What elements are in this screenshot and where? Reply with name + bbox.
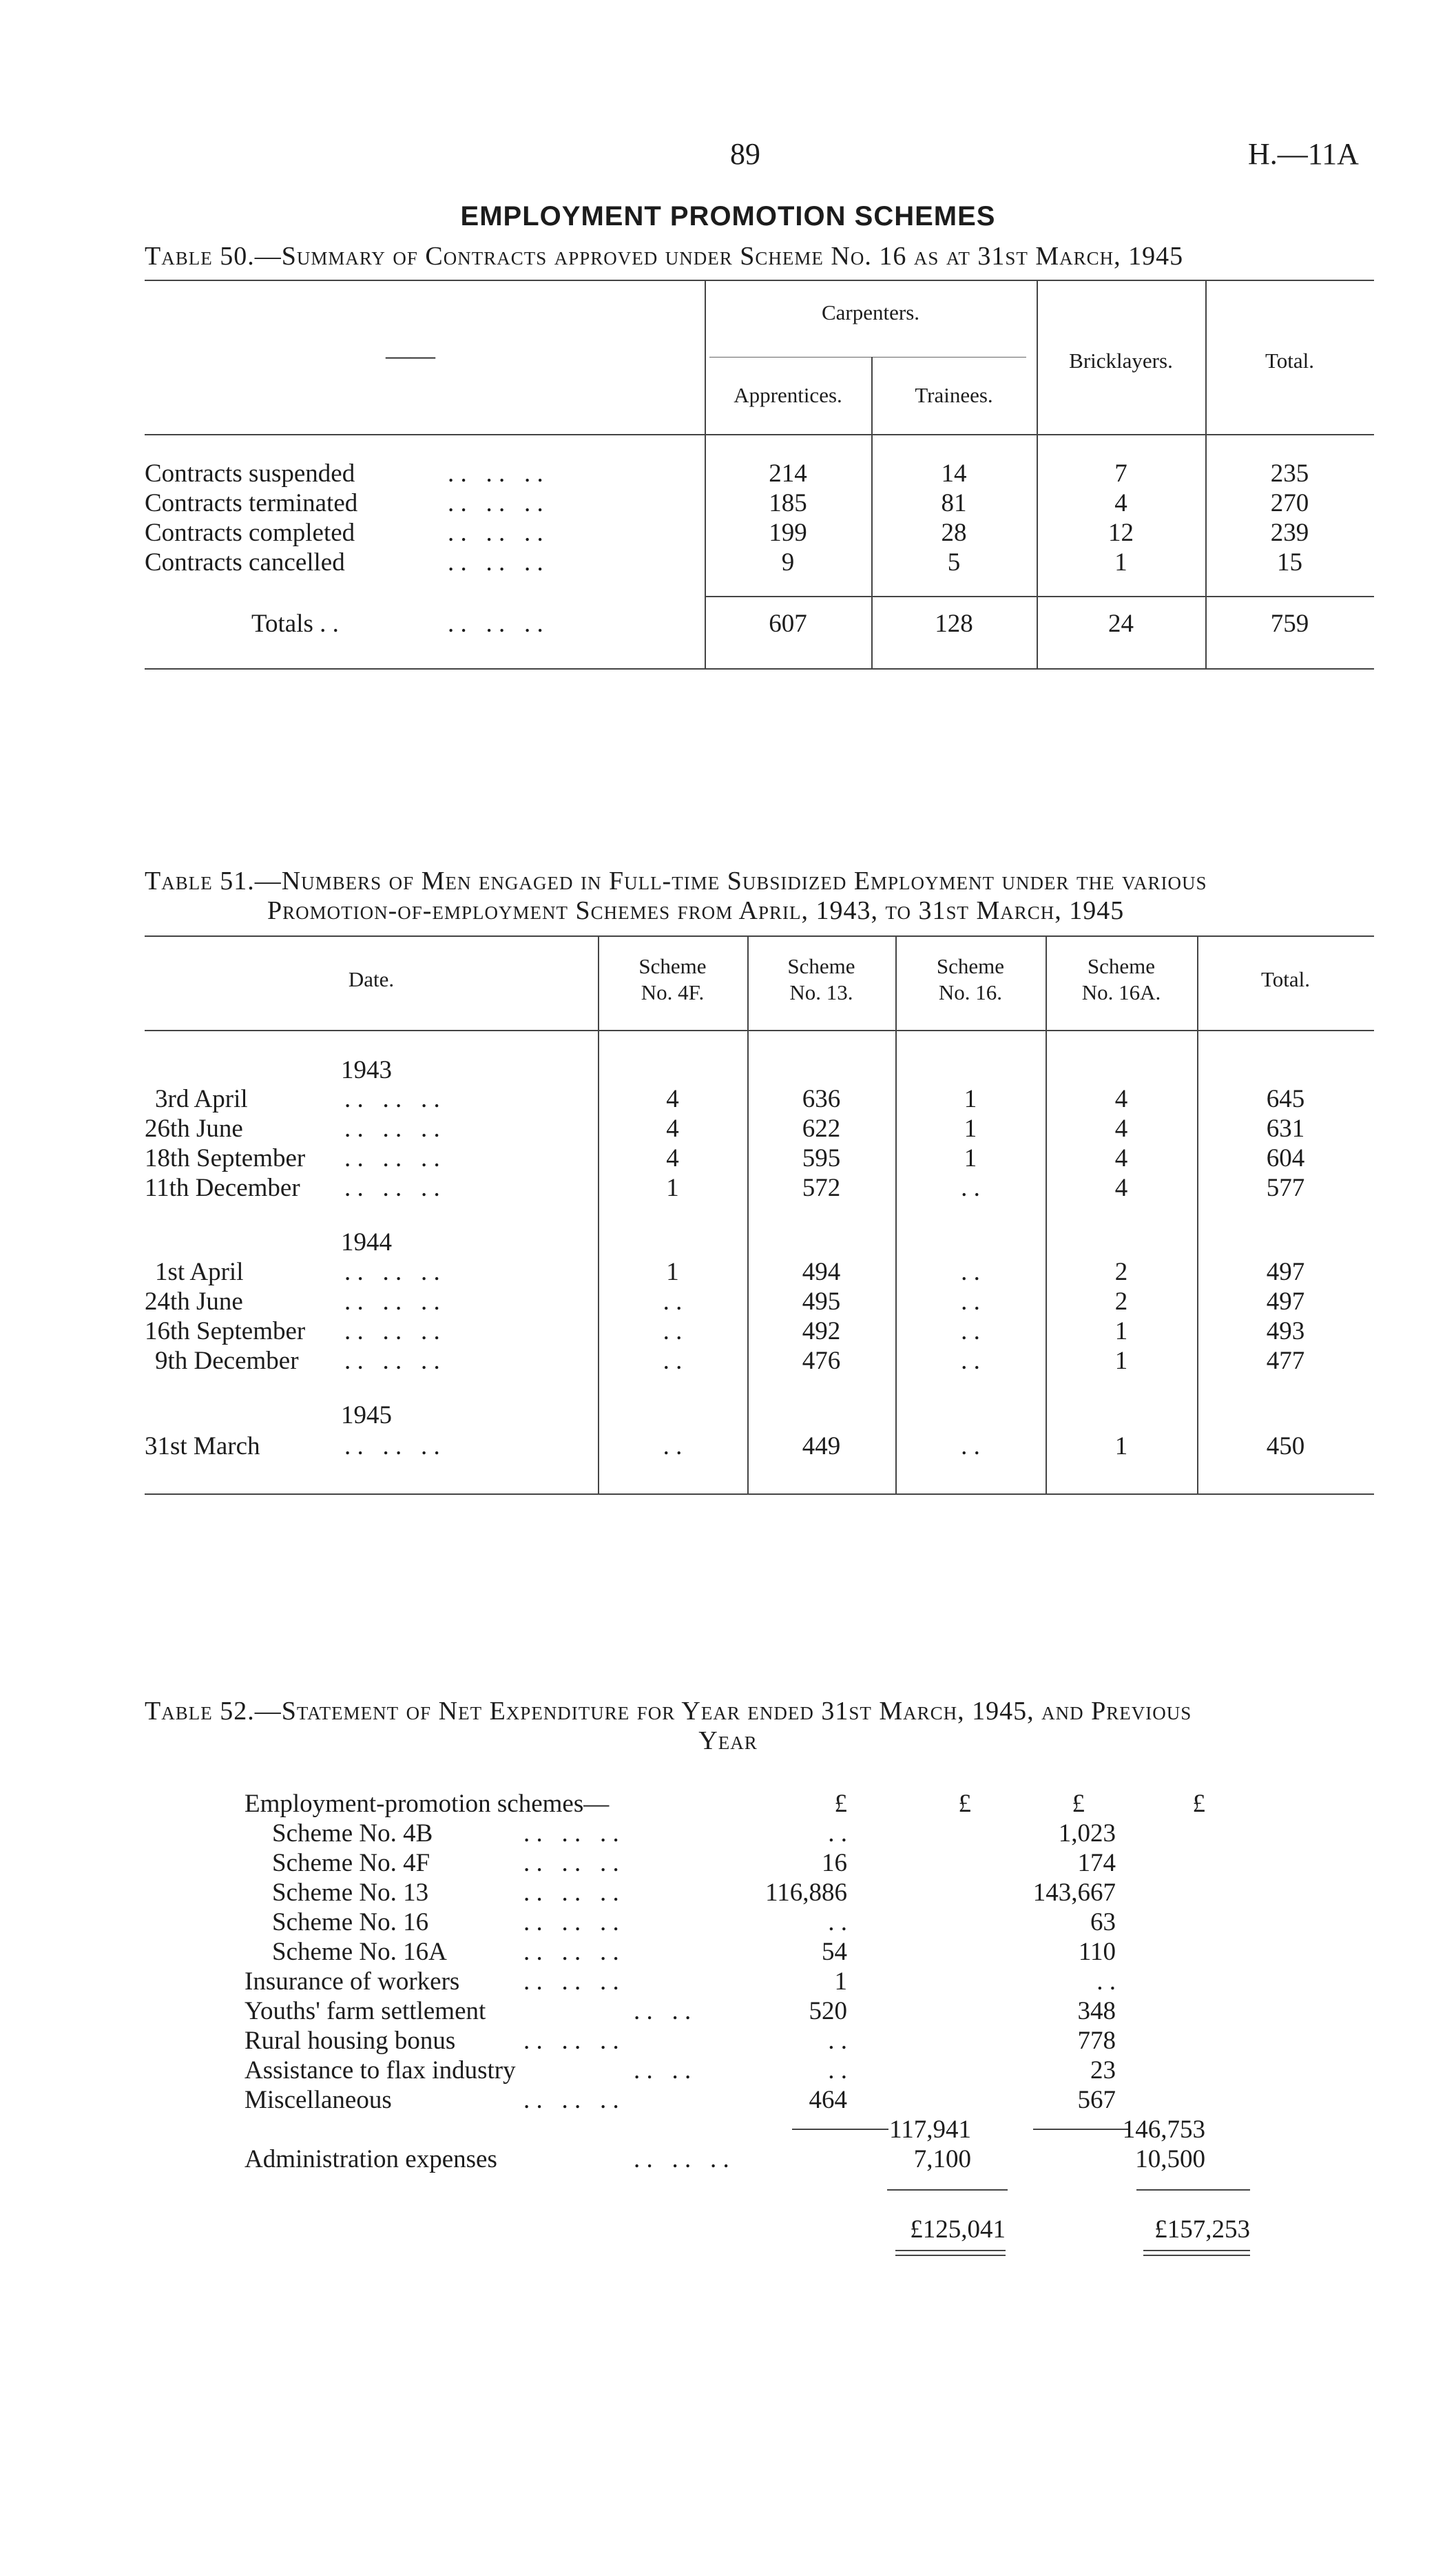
leader-dots: . . . . . . xyxy=(344,1085,440,1113)
admin-1945: 7,100 xyxy=(913,2145,971,2173)
cell-bricklayers: 1 xyxy=(1114,548,1127,577)
value-1944: 63 xyxy=(1090,1908,1116,1936)
cell-total: 497 xyxy=(1266,1287,1305,1316)
leader-dots: . . . . . . xyxy=(523,2027,619,2055)
value-1944: 23 xyxy=(1090,2056,1116,2085)
leader-dots: . . . . . . xyxy=(448,489,543,517)
leader-dots: . . . . . . xyxy=(634,2145,729,2173)
table-50-group-header: Carpenters. xyxy=(821,300,920,324)
leader-dots: . . . . . . xyxy=(344,1317,440,1345)
cell-scheme-16: . . xyxy=(961,1347,980,1375)
cell-total: 235 xyxy=(1270,459,1309,488)
cell-scheme-16: 1 xyxy=(964,1144,977,1172)
row-date: 9th December xyxy=(155,1347,299,1375)
rule xyxy=(709,357,1026,358)
cell-apprentices: 185 xyxy=(769,489,807,517)
row-label: Insurance of workers xyxy=(245,1967,460,1996)
year-heading: 1945 xyxy=(341,1401,392,1429)
value-1945: 16 xyxy=(822,1849,847,1877)
cell-scheme-4f: . . xyxy=(663,1347,683,1375)
table-51-col-scheme-16a xyxy=(1046,953,1197,1006)
cell-apprentices: 199 xyxy=(769,519,807,547)
row-date: 3rd April xyxy=(155,1085,248,1113)
row-label: Scheme No. 16 xyxy=(272,1908,429,1936)
subtotal-1944: 146,753 xyxy=(1122,2116,1205,2144)
cell-bricklayers: 7 xyxy=(1114,459,1127,488)
currency-header: £ xyxy=(834,1790,847,1818)
cell-scheme-16a: 2 xyxy=(1114,1287,1128,1316)
cell-scheme-16a: 1 xyxy=(1114,1317,1128,1345)
cell-scheme-16a: 2 xyxy=(1114,1258,1128,1286)
cell-scheme-4f: 1 xyxy=(666,1174,679,1202)
rule xyxy=(705,596,1374,597)
row-label: Youths' farm settlement xyxy=(245,1997,486,2025)
value-1945: 520 xyxy=(809,1997,847,2025)
double-rule xyxy=(1143,2255,1250,2256)
cell-scheme-16: . . xyxy=(961,1258,980,1286)
cell-scheme-16a: 4 xyxy=(1114,1115,1128,1143)
cell-scheme-16a: 1 xyxy=(1114,1432,1128,1460)
cell-scheme-13: 636 xyxy=(802,1085,841,1113)
rule xyxy=(145,668,1374,670)
table-51-col-total: Total. xyxy=(1260,967,1310,991)
year-heading: 1943 xyxy=(341,1056,392,1084)
grand-total-1945: £125,041 xyxy=(910,2215,1006,2244)
cell-total: 477 xyxy=(1266,1347,1305,1375)
row-label: Miscellaneous xyxy=(245,2086,392,2114)
scheme-number: No. 16. xyxy=(938,980,1003,1004)
value-1945: . . xyxy=(828,1819,847,1848)
value-1945: 116,886 xyxy=(765,1879,847,1907)
row-label: Administration expenses xyxy=(245,2145,497,2173)
row-label: Contracts suspended xyxy=(145,459,355,488)
cell-trainees: 28 xyxy=(941,519,967,547)
cell-apprentices: 9 xyxy=(781,548,795,577)
double-rule xyxy=(895,2250,1006,2251)
cell-total: 270 xyxy=(1270,489,1309,517)
cell-scheme-4f: 4 xyxy=(666,1085,679,1113)
cell-scheme-13: 492 xyxy=(802,1317,841,1345)
admin-1944: 10,500 xyxy=(1135,2145,1205,2173)
rule xyxy=(145,935,1374,937)
leader-dots: . . . . . . xyxy=(448,519,543,547)
row-date: 18th September xyxy=(145,1144,306,1172)
rule xyxy=(1046,935,1047,1493)
table-51-title-line1: Table 51.—Numbers of Men engaged in Full-time Subsidized Employment under the various xyxy=(145,867,1207,896)
double-rule xyxy=(1143,2250,1250,2251)
leader-dots: . . . . . . xyxy=(448,610,543,638)
leader-dots: . . . . . . xyxy=(344,1115,440,1143)
value-1944: 174 xyxy=(1077,1849,1116,1877)
row-date: 31st March xyxy=(145,1432,260,1460)
page-number: 89 xyxy=(730,137,760,171)
scheme-number: No. 4F. xyxy=(641,980,705,1004)
leader-dots: . . . . . . xyxy=(523,1967,619,1996)
cell-total: 493 xyxy=(1266,1317,1305,1345)
value-1945: 54 xyxy=(822,1938,847,1966)
table-51-col-date: Date. xyxy=(348,967,395,991)
cell-bricklayers: 4 xyxy=(1114,489,1127,517)
cell-scheme-13: 449 xyxy=(802,1432,841,1460)
leader-dots: . . . . . . xyxy=(523,1938,619,1966)
cell-total: 450 xyxy=(1266,1432,1305,1460)
cell-trainees: 81 xyxy=(941,489,967,517)
cell-scheme-4f: 4 xyxy=(666,1144,679,1172)
cell-scheme-16: 1 xyxy=(964,1115,977,1143)
year-heading: 1944 xyxy=(341,1228,392,1256)
table-51-col-scheme-4f xyxy=(598,953,747,1006)
rule xyxy=(145,280,1374,281)
subtotal-1945: 117,941 xyxy=(889,2116,971,2144)
rule xyxy=(895,935,897,1493)
cell-scheme-4f: . . xyxy=(663,1432,683,1460)
total-bricklayers: 24 xyxy=(1108,610,1134,638)
cell-total: 239 xyxy=(1270,519,1309,547)
cell-scheme-13: 595 xyxy=(802,1144,841,1172)
group-label: Employment-promotion schemes— xyxy=(245,1790,610,1818)
rule xyxy=(598,935,599,1493)
cell-total: 577 xyxy=(1266,1174,1305,1202)
currency-header: £ xyxy=(958,1790,971,1818)
leader-dots: . . . . . . xyxy=(523,1849,619,1877)
cell-scheme-16a: 4 xyxy=(1114,1144,1128,1172)
leader-dots: . . . . xyxy=(634,2056,691,2085)
value-1944: 143,667 xyxy=(1032,1879,1116,1907)
cell-scheme-13: 476 xyxy=(802,1347,841,1375)
row-label: Contracts completed xyxy=(145,519,355,547)
row-label: Assistance to flax industry xyxy=(245,2056,516,2085)
leader-dots: . . . . . . xyxy=(344,1347,440,1375)
cell-total: 604 xyxy=(1266,1144,1305,1172)
scheme-number: No. 13. xyxy=(789,980,853,1004)
page-title: EMPLOYMENT PROMOTION SCHEMES xyxy=(460,201,996,231)
cell-trainees: 5 xyxy=(947,548,961,577)
cell-total: 497 xyxy=(1266,1258,1305,1286)
cell-trainees: 14 xyxy=(941,459,967,488)
leader-dots: . . . . . . xyxy=(344,1258,440,1286)
leader-dots: . . . . . . xyxy=(448,548,543,577)
total-grand: 759 xyxy=(1270,610,1309,638)
rule xyxy=(145,1493,1374,1495)
cell-scheme-16a: 1 xyxy=(1114,1347,1128,1375)
cell-scheme-16: 1 xyxy=(964,1085,977,1113)
row-label: Scheme No. 4F xyxy=(272,1849,430,1877)
leader-dots: . . . . . . xyxy=(344,1432,440,1460)
row-label: Scheme No. 16A xyxy=(272,1938,447,1966)
double-rule xyxy=(895,2255,1006,2256)
cell-total: 15 xyxy=(1277,548,1302,577)
rule xyxy=(1197,935,1198,1493)
row-date: 16th September xyxy=(145,1317,306,1345)
cell-scheme-16: . . xyxy=(961,1174,980,1202)
cell-scheme-13: 622 xyxy=(802,1115,841,1143)
value-1945: 1 xyxy=(834,1967,847,1996)
value-1945: . . xyxy=(828,1908,847,1936)
rule xyxy=(747,935,749,1493)
cell-scheme-4f: . . xyxy=(663,1317,683,1345)
rule xyxy=(145,1030,1374,1031)
row-label: Contracts terminated xyxy=(145,489,358,517)
value-1944: 348 xyxy=(1077,1997,1116,2025)
table-50-col-bricklayers: Bricklayers. xyxy=(1069,349,1173,373)
row-label: Scheme No. 4B xyxy=(272,1819,433,1848)
leader-dots: . . . . . . xyxy=(344,1144,440,1172)
document-reference: H.—11A xyxy=(1248,137,1359,171)
cell-scheme-16: . . xyxy=(961,1317,980,1345)
value-1945: . . xyxy=(828,2056,847,2085)
leader-dots: . . . . . . xyxy=(448,459,543,488)
total-apprentices: 607 xyxy=(769,610,807,638)
leader-dots: . . . . . . xyxy=(344,1287,440,1316)
cell-total: 645 xyxy=(1266,1085,1305,1113)
table-51-col-scheme-16 xyxy=(895,953,1046,1006)
leader-dots: . . . . . . xyxy=(523,1908,619,1936)
cell-scheme-13: 495 xyxy=(802,1287,841,1316)
row-date: 1st April xyxy=(155,1258,244,1286)
row-label: Contracts cancelled xyxy=(145,548,345,577)
leader-dots: . . . . . . xyxy=(523,1879,619,1907)
total-trainees: 128 xyxy=(935,610,973,638)
leader-dots: . . . . . . xyxy=(523,1819,619,1848)
cell-scheme-16a: 4 xyxy=(1114,1085,1128,1113)
scheme-word: Scheme xyxy=(936,954,1005,978)
grand-total-1944: £157,253 xyxy=(1154,2215,1250,2244)
row-date: 24th June xyxy=(145,1287,243,1316)
table-50-col-trainees: Trainees. xyxy=(915,383,993,407)
total-rule xyxy=(887,2189,1008,2191)
row-date: 26th June xyxy=(145,1115,243,1143)
cell-scheme-13: 572 xyxy=(802,1174,841,1202)
cell-scheme-4f: 4 xyxy=(666,1115,679,1143)
scheme-number: No. 16A. xyxy=(1081,980,1161,1004)
leader-dots: . . . . xyxy=(634,1997,691,2025)
table-50-col-apprentices: Apprentices. xyxy=(734,383,842,407)
row-label: Rural housing bonus xyxy=(245,2027,456,2055)
table-52-title-line2: Year xyxy=(698,1726,758,1755)
table-52-title-line1: Table 52.—Statement of Net Expenditure for Year ended 31st March, 1945, and Previous xyxy=(145,1697,1192,1726)
cell-scheme-4f: 1 xyxy=(666,1258,679,1286)
table-51-col-scheme-13 xyxy=(747,953,895,1006)
table-50-stub-header: —— xyxy=(386,342,435,369)
cell-scheme-16: . . xyxy=(961,1287,980,1316)
scheme-word: Scheme xyxy=(638,954,707,978)
currency-header: £ xyxy=(1192,1790,1205,1818)
leader-dots: . . . . . . xyxy=(523,2086,619,2114)
cell-apprentices: 214 xyxy=(769,459,807,488)
scheme-word: Scheme xyxy=(1087,954,1156,978)
value-1944: 778 xyxy=(1077,2027,1116,2055)
value-1944: . . xyxy=(1096,1967,1116,1996)
value-1945: . . xyxy=(828,2027,847,2055)
cell-bricklayers: 12 xyxy=(1108,519,1134,547)
table-50-col-total: Total. xyxy=(1265,349,1314,373)
cell-total: 631 xyxy=(1266,1115,1305,1143)
value-1945: 464 xyxy=(809,2086,847,2114)
table-50-title: Table 50.—Summary of Contracts approved under Scheme No. 16 as at 31st March, 1945 xyxy=(145,242,1184,271)
rule xyxy=(145,434,1374,435)
cell-scheme-4f: . . xyxy=(663,1287,683,1316)
currency-header: £ xyxy=(1072,1790,1085,1818)
cell-scheme-16: . . xyxy=(961,1432,980,1460)
totals-label: Totals . . xyxy=(251,610,339,638)
value-1944: 110 xyxy=(1078,1938,1116,1966)
row-date: 11th December xyxy=(145,1174,300,1202)
value-1944: 1,023 xyxy=(1058,1819,1116,1848)
total-rule xyxy=(1136,2189,1250,2191)
cell-scheme-16a: 4 xyxy=(1114,1174,1128,1202)
cell-scheme-13: 494 xyxy=(802,1258,841,1286)
value-1944: 567 xyxy=(1077,2086,1116,2114)
table-51-title-line2: Promotion-of-employment Schemes from April, 1943, to 31st March, 1945 xyxy=(267,896,1125,925)
leader-dots: . . . . . . xyxy=(344,1174,440,1202)
row-label: Scheme No. 13 xyxy=(272,1879,429,1907)
scheme-word: Scheme xyxy=(787,954,855,978)
